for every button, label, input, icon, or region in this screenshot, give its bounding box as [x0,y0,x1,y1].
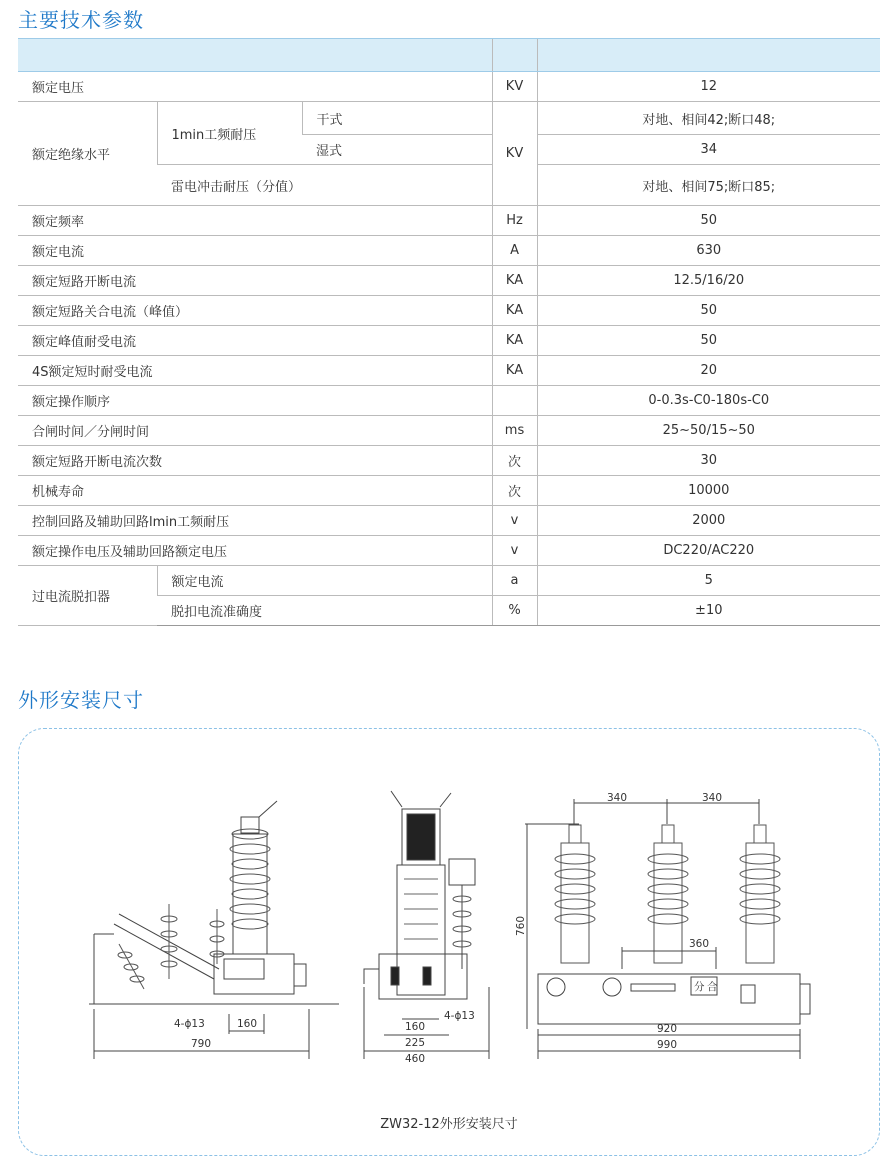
table-row: 额定绝缘水平 1min工频耐压 干式 KV 对地、相间42;断口48; [18,102,880,135]
front-dim-920: 920 [657,1023,678,1035]
table-row: 额定操作电压及辅助回路额定电压 v DC220/AC220 [18,536,880,566]
table-row: 额定短路关合电流（峰值） KA 50 [18,296,880,326]
table-row: 额定操作顺序 0-0.3s-C0-180s-C0 [18,386,880,416]
side-dim-790: 790 [191,1038,212,1050]
front-dim-990: 990 [657,1039,678,1051]
end-dim-460: 460 [405,1053,426,1065]
table-row: 脱扣电流准确度 % ±10 [18,596,880,626]
table-row: 过电流脱扣器 额定电流 a 5 [18,566,880,596]
end-hole-label: 4-ϕ13 [444,1010,475,1022]
spec-table [18,38,880,626]
table-row: 合闸时间／分闸时间 ms 25~50/15~50 [18,416,880,446]
table-row: 4S额定短时耐受电流 KA 20 [18,356,880,386]
end-dim-225: 225 [405,1037,426,1049]
drawing-caption: ZW32-12外形安装尺寸 [380,1117,518,1132]
outline-section-title: 外形安装尺寸 [18,688,144,712]
front-view [525,799,810,1059]
end-dim-160: 160 [405,1021,426,1033]
front-label-close: 合 [707,981,718,993]
params-section-title: 主要技术参数 [18,8,144,32]
outline-drawing [19,729,879,1109]
front-height: 760 [515,915,527,936]
outline-drawing-frame [18,728,880,1156]
table-row: 控制回路及辅助回路lmin工频耐压 v 2000 [18,506,880,536]
table-header-row [18,39,880,72]
table-row: 额定短路开断电流次数 次 30 [18,446,880,476]
side-view [89,801,339,1059]
table-row: 雷电冲击耐压（分值） 对地、相间75;断口85; [18,165,880,206]
table-row: 湿式 34 [18,135,880,165]
table-row: 机械寿命 次 10000 [18,476,880,506]
side-hole-label: 4-ϕ13 [174,1018,205,1030]
table-row: 额定电流 A 630 [18,236,880,266]
front-pitch-1: 340 [607,792,628,804]
table-row: 额定峰值耐受电流 KA 50 [18,326,880,356]
front-dim-360: 360 [689,938,710,950]
table-row: 额定频率 Hz 50 [18,206,880,236]
table-row: 额定短路开断电流 KA 12.5/16/20 [18,266,880,296]
side-dim-160: 160 [237,1018,258,1030]
front-pitch-2: 340 [702,792,723,804]
front-label-open: 分 [694,981,705,993]
table-row: 额定电压 KV 12 [18,72,880,102]
